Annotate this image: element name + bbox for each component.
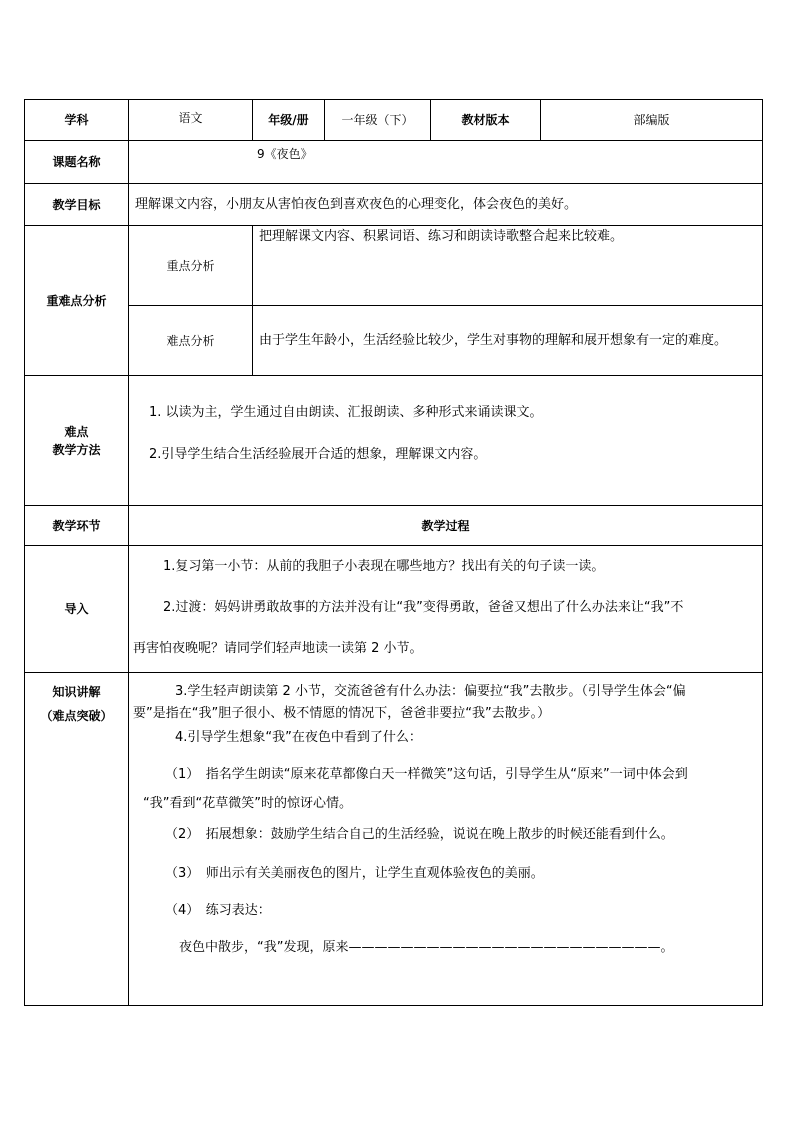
method-item-2: 2.引导学生结合生活经验展开合适的想象，理解课文内容。 xyxy=(149,447,487,462)
intro-paragraph-2b: 再害怕夜晚呢？请同学们轻声地读一读第 2 小节。 xyxy=(133,641,423,656)
intro-row xyxy=(25,546,763,673)
key-analysis-label: 重点分析 xyxy=(129,226,253,306)
knowledge-step-2: （2） 拓展想象：鼓励学生结合自己的生活经验，说说在晚上散步的时候还能看到什么。 xyxy=(165,827,674,842)
intro-paragraph-1: 1.复习第一小节：从前的我胆子小表现在哪些地方？找出有关的句子读一读。 xyxy=(163,559,605,574)
edition-value: 部编版 xyxy=(541,100,763,141)
goal-label: 教学目标 xyxy=(25,184,129,226)
knowledge-step-1a: （1） 指名学生朗读“原来花草都像白天一样微笑”这句话，引导学生从“原来”一词中体会到 xyxy=(165,767,688,782)
knowledge-step-5: 夜色中散步，“我”发现，原来————————————————————————。 xyxy=(179,940,674,955)
process-section-label: 教学环节 xyxy=(25,506,129,546)
grade-label: 年级/册 xyxy=(253,100,325,141)
grade-value: 一年级（下） xyxy=(325,100,431,141)
subject-label: 学科 xyxy=(25,100,129,141)
analysis-label: 重难点分析 xyxy=(25,226,129,376)
process-title: 教学过程 xyxy=(129,506,763,546)
hard-analysis-label: 难点分析 xyxy=(129,306,253,376)
knowledge-label-line2: （难点突破） xyxy=(40,709,113,723)
knowledge-step-1b: “我”看到“花草微笑”时的惊讶心情。 xyxy=(143,796,352,811)
header-row xyxy=(25,100,763,141)
key-analysis-text: 把理解课文内容、积累词语、练习和朗读诗歌整合起来比较难。 xyxy=(253,226,763,306)
lesson-title-value xyxy=(129,141,763,184)
knowledge-step-4: （4） 练习表达： xyxy=(165,903,271,918)
intro-paragraph-2a: 2.过渡：妈妈讲勇敢故事的方法并没有让“我”变得勇敢，爸爸又想出了什么办法来让“我”不 xyxy=(163,600,684,615)
lesson-plan-table xyxy=(24,99,763,1006)
method-label-line2: 教学方法 xyxy=(52,442,101,457)
knowledge-paragraph-4: 4.引导学生想象“我”在夜色中看到了什么： xyxy=(175,730,422,745)
knowledge-content xyxy=(129,673,763,1006)
key-analysis-row xyxy=(25,226,763,306)
lesson-title-text: 9《夜色》 xyxy=(257,147,313,161)
lesson-title-label: 课题名称 xyxy=(25,141,129,184)
method-row xyxy=(25,376,763,506)
method-label-line1: 难点 xyxy=(64,424,89,439)
method-content xyxy=(129,376,763,506)
intro-label: 导入 xyxy=(25,546,129,673)
hard-analysis-row xyxy=(25,306,763,376)
knowledge-paragraph-3a: 3.学生轻声朗读第 2 小节，交流爸爸有什么办法：偏要拉“我”去散步。（引导学生体会“偏 xyxy=(175,684,686,699)
method-item-1: 1. 以读为主，学生通过自由朗读、汇报朗读、多种形式来诵读课文。 xyxy=(149,405,543,420)
subject-value: 语文 xyxy=(129,100,253,141)
knowledge-row xyxy=(25,673,763,1006)
edition-label: 教材版本 xyxy=(431,100,541,141)
goal-row xyxy=(25,184,763,226)
lesson-title-row xyxy=(25,141,763,184)
knowledge-label xyxy=(25,673,129,1006)
intro-content xyxy=(129,546,763,673)
knowledge-label-line1: 知识讲解 xyxy=(52,685,101,699)
knowledge-paragraph-3b: 要”是指在“我”胆子很小、极不情愿的情况下，爸爸非要拉“我”去散步。） xyxy=(133,706,551,721)
hard-analysis-text: 由于学生年龄小，生活经验比较少，学生对事物的理解和展开想象有一定的难度。 xyxy=(253,306,763,376)
goal-text: 理解课文内容，小朋友从害怕夜色到喜欢夜色的心理变化，体会夜色的美好。 xyxy=(129,184,763,226)
knowledge-step-3: （3） 师出示有关美丽夜色的图片，让学生直观体验夜色的美丽。 xyxy=(165,866,544,881)
method-label xyxy=(25,376,129,506)
process-header-row xyxy=(25,506,763,546)
